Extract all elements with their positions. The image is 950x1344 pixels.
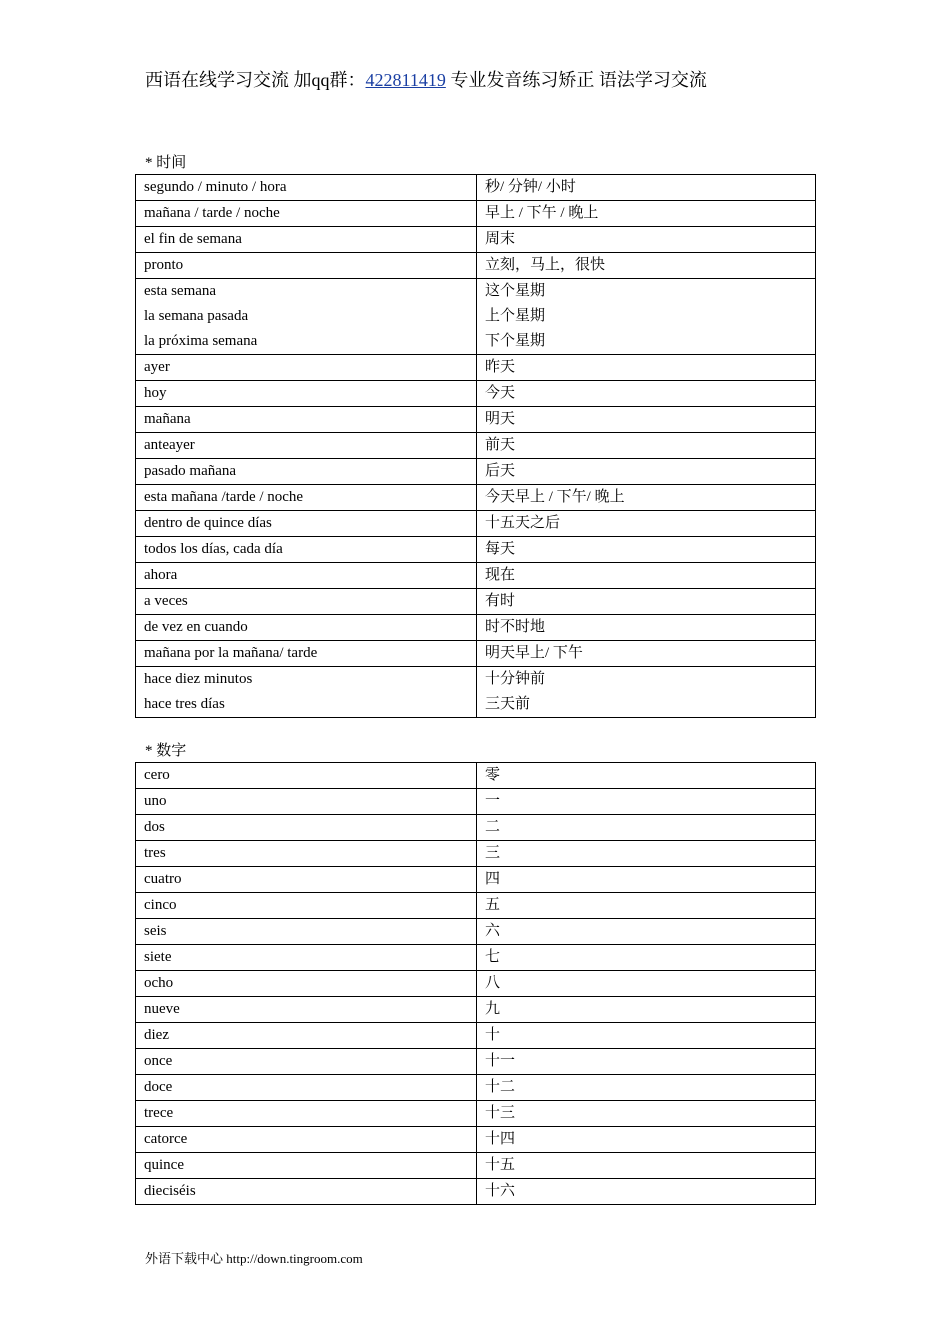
table-row [136,841,816,867]
chinese-cell [477,893,816,919]
chinese-cell-text: 今天早上 / 下午/ 晚上 [485,489,625,505]
spanish-cell-text: el fin de semana [144,231,242,247]
chinese-cell [477,841,816,867]
spanish-cell-text: ayer [144,359,170,375]
chinese-cell [477,537,816,563]
table-row [136,485,816,511]
spanish-cell-text: seis [144,923,167,939]
spanish-cell [136,763,477,789]
spanish-cell-text: dieciséis [144,1183,196,1199]
spanish-cell-text: mañana [144,411,191,427]
chinese-cell [477,433,816,459]
table-row [136,1023,816,1049]
chinese-cell [477,1127,816,1153]
header-suffix: 专业发音练习矫正 语法学习交流 [445,70,707,90]
spanish-cell-text: esta semana [144,283,217,299]
chinese-cell-text: 前天 [485,437,516,453]
chinese-cell-text: 下个星期 [485,333,546,349]
spanish-cell-text: segundo / minuto / hora [144,179,287,195]
spanish-cell [136,381,477,407]
chinese-cell [477,945,816,971]
spanish-cell-text: hoy [144,385,167,401]
spanish-cell-text: diez [144,1027,169,1043]
spanish-cell [136,485,477,511]
vocab-table-numbers [135,762,816,1205]
spanish-cell [136,175,477,201]
chinese-cell [477,1179,816,1205]
chinese-cell-text: 后天 [485,463,516,479]
table-row [136,433,816,459]
chinese-cell [477,1101,816,1127]
chinese-cell-text: 十一 [485,1053,516,1069]
spanish-cell [136,867,477,893]
chinese-cell [477,355,816,381]
table-row [136,1127,816,1153]
table-row [136,893,816,919]
chinese-cell [477,667,816,718]
chinese-cell [477,253,816,279]
spanish-cell [136,1179,477,1205]
chinese-cell [477,407,816,433]
chinese-cell-text: 十五 [485,1157,516,1173]
chinese-cell [477,1153,816,1179]
spanish-cell-text: pronto [144,257,184,273]
table-row [136,1049,816,1075]
spanish-cell-text: cero [144,767,170,783]
chinese-cell [477,815,816,841]
table-row [136,763,816,789]
table-row [136,175,816,201]
chinese-cell-text: 十五天之后 [485,515,561,531]
table-row [136,279,816,355]
spanish-cell [136,407,477,433]
spanish-cell [136,433,477,459]
chinese-cell-text: 昨天 [485,359,516,375]
spanish-cell [136,1075,477,1101]
section-title-time: * 时间 [145,155,187,171]
table-row [136,667,816,718]
vocab-table-time [135,174,816,718]
spanish-cell [136,1127,477,1153]
table-row [136,381,816,407]
spanish-cell [136,563,477,589]
chinese-cell [477,641,816,667]
spanish-cell-text: trece [144,1105,174,1121]
chinese-cell [477,1049,816,1075]
spanish-cell [136,355,477,381]
chinese-cell [477,485,816,511]
spanish-cell [136,1101,477,1127]
spanish-cell-text: mañana / tarde / noche [144,205,280,221]
chinese-cell-text: 现在 [485,567,516,583]
chinese-cell-text: 秒/ 分钟/ 小时 [485,179,576,195]
spanish-cell-text: cuatro [144,871,182,887]
chinese-cell [477,227,816,253]
spanish-cell [136,971,477,997]
spanish-cell-text: once [144,1053,173,1069]
chinese-cell [477,1023,816,1049]
spanish-cell [136,789,477,815]
table-row [136,201,816,227]
chinese-cell-text: 今天 [485,385,516,401]
spanish-cell [136,919,477,945]
chinese-cell [477,279,816,355]
chinese-cell-text: 周末 [485,231,516,247]
chinese-cell-text: 上个星期 [485,308,546,324]
table-row [136,1179,816,1205]
chinese-cell [477,789,816,815]
chinese-cell-text: 三天前 [485,696,531,712]
chinese-cell-text: 明天 [485,411,516,427]
spanish-cell [136,615,477,641]
spanish-cell [136,997,477,1023]
spanish-cell-text: mañana por la mañana/ tarde [144,645,318,661]
chinese-cell-text: 九 [485,1001,501,1017]
table-row [136,815,816,841]
spanish-cell-text: todos los días, cada día [144,541,283,557]
spanish-cell-text: la semana pasada [144,308,249,324]
table-row [136,971,816,997]
chinese-cell [477,1075,816,1101]
table-row [136,407,816,433]
chinese-cell-text: 十三 [485,1105,516,1121]
section-title-numbers: * 数字 [145,743,187,759]
chinese-cell-text: 六 [485,923,501,939]
chinese-cell-text: 十二 [485,1079,516,1095]
spanish-cell-text: quince [144,1157,184,1173]
chinese-cell-text: 八 [485,975,501,991]
spanish-cell-text: doce [144,1079,173,1095]
header-prefix: 西语在线学习交流 加qq群： [145,70,366,90]
chinese-cell-text: 零 [485,767,501,783]
spanish-cell [136,459,477,485]
spanish-cell [136,1153,477,1179]
table-row [136,867,816,893]
chinese-cell [477,201,816,227]
table-row [136,563,816,589]
chinese-cell-text: 四 [485,871,501,887]
spanish-cell [136,537,477,563]
table-row [136,511,816,537]
spanish-cell-text: ocho [144,975,174,991]
chinese-cell-text: 每天 [485,541,516,557]
chinese-cell-text: 二 [485,819,501,835]
spanish-cell-text: catorce [144,1131,188,1147]
qq-group-link[interactable]: 422811419 [365,70,446,90]
spanish-cell [136,841,477,867]
chinese-cell [477,589,816,615]
spanish-cell [136,279,477,355]
chinese-cell-text: 十四 [485,1131,516,1147]
table-row [136,997,816,1023]
chinese-cell-text: 一 [485,793,501,809]
chinese-cell [477,511,816,537]
table-row [136,789,816,815]
table-row [136,355,816,381]
spanish-cell-text: nueve [144,1001,180,1017]
table-row [136,1101,816,1127]
chinese-cell [477,459,816,485]
spanish-cell [136,815,477,841]
spanish-cell-text: hace diez minutos [144,671,253,687]
chinese-cell [477,563,816,589]
spanish-cell [136,667,477,718]
table-row [136,537,816,563]
spanish-cell-text: ahora [144,567,178,583]
spanish-cell [136,589,477,615]
spanish-cell-text: pasado mañana [144,463,237,479]
spanish-cell-text: de vez en cuando [144,619,248,635]
spanish-cell [136,1023,477,1049]
spanish-cell-text: tres [144,845,166,861]
spanish-cell [136,641,477,667]
chinese-cell-text: 时不时地 [485,619,546,635]
chinese-cell-text: 十分钟前 [485,671,546,687]
table-row [136,227,816,253]
spanish-cell-text: anteayer [144,437,195,453]
table-row [136,1153,816,1179]
spanish-cell-text: uno [144,793,167,809]
spanish-cell-text: dentro de quince días [144,515,272,531]
chinese-cell-text: 五 [485,897,501,913]
spanish-cell [136,227,477,253]
chinese-cell-text: 明天早上/ 下午 [485,645,583,661]
chinese-cell-text: 十 [485,1027,501,1043]
spanish-cell [136,253,477,279]
table-row [136,919,816,945]
table-row [136,1075,816,1101]
spanish-cell-text: la próxima semana [144,333,258,349]
table-row [136,945,816,971]
spanish-cell [136,893,477,919]
chinese-cell [477,867,816,893]
spanish-cell [136,1049,477,1075]
spanish-cell [136,511,477,537]
table-row [136,459,816,485]
spanish-cell-text: cinco [144,897,177,913]
spanish-cell-text: siete [144,949,172,965]
spanish-cell-text: a veces [144,593,188,609]
table-row [136,253,816,279]
chinese-cell [477,997,816,1023]
spanish-cell-text: esta mañana /tarde / noche [144,489,304,505]
chinese-cell-text: 立刻，马上，很快 [485,257,606,273]
page-footer: 外语下载中心 http://down.tingroom.com [145,1251,363,1266]
chinese-cell-text: 十六 [485,1183,516,1199]
page-header [145,66,707,92]
spanish-cell-text: hace tres días [144,696,225,712]
chinese-cell-text: 这个星期 [485,283,546,299]
chinese-cell [477,381,816,407]
chinese-cell [477,615,816,641]
chinese-cell [477,175,816,201]
chinese-cell [477,971,816,997]
chinese-cell-text: 三 [485,845,501,861]
spanish-cell-text: dos [144,819,165,835]
table-row [136,615,816,641]
spanish-cell [136,945,477,971]
spanish-cell [136,201,477,227]
chinese-cell [477,919,816,945]
table-row [136,641,816,667]
chinese-cell-text: 有时 [485,593,516,609]
chinese-cell-text: 七 [485,949,501,965]
chinese-cell [477,763,816,789]
table-row [136,589,816,615]
chinese-cell-text: 早上 / 下午 / 晚上 [485,205,599,221]
